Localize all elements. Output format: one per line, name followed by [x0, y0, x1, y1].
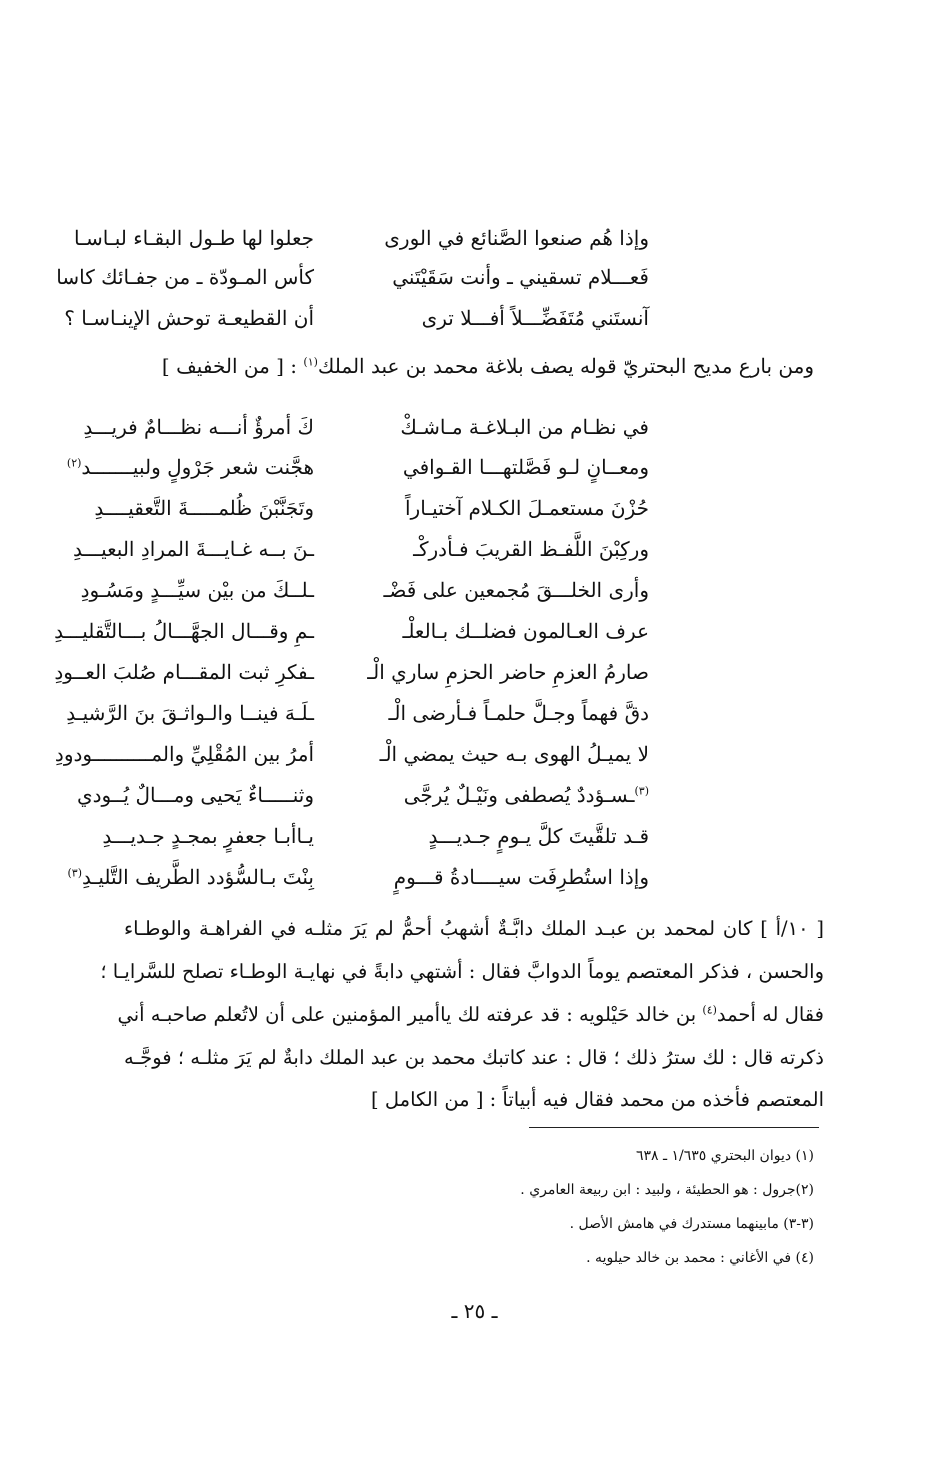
hemistich-text: بِنْتَ بـالسُّؤدد الطَّريف التَّليـدِ	[82, 865, 314, 889]
prose-line: المعتصم فأخذه من محمد فقال فيه أبياتاً : [ من الكامل ]	[371, 1088, 824, 1111]
intro-line	[124, 346, 814, 386]
prose-text: فقال له أحمد	[716, 1003, 824, 1026]
verse-line	[94, 488, 819, 528]
footnote-ref: (٢)	[66, 456, 82, 470]
prose-line: والحسن ، فذكر المعتصم يوماً الدوابَّ فقال : أشتهي دابةً في نهايـة الوطـاء تصلح للسَّرايـا ؛	[100, 960, 824, 983]
page-number: ـ ٢٥ ـ	[451, 1299, 498, 1323]
verse-second-hemistich	[14, 775, 314, 815]
prose-line	[117, 995, 824, 1035]
verse-line	[54, 652, 819, 692]
prose-text: بن خالد حَيْلويه : قد عرفته لك ياأمير المؤمنين على أن لاتُعلم صاحبـه أني	[117, 1003, 703, 1026]
footnote-ref: (٣)	[634, 784, 649, 798]
verse-second-hemistich	[14, 816, 314, 856]
verse-line	[54, 611, 819, 651]
verse-first-hemistich: صارمُ العزمِ حاضر الحزمِ ساري الْـ	[367, 660, 649, 684]
verse-first-hemistich: وركِبْنَ اللَّفـظ القريبَ فـأدركْـ	[413, 537, 649, 561]
footnote-ref: (٤)	[702, 1003, 717, 1017]
footnote-ref: (١)	[303, 355, 318, 369]
verse-second-hemistich: جعلوا لها طـول البقـاء لبـاسـا	[74, 226, 314, 250]
footnote-separator	[529, 1127, 819, 1128]
verse-first-hemistich: فَعـــلام تسقيني ـ وأنت سَقَيْتَني	[392, 265, 649, 289]
verse-line	[102, 816, 819, 856]
verse-first-hemistich: عرف العـالمون فضلــك بـالعلْـ	[402, 619, 649, 643]
prose-line: ذكرته قال : لك سترُ ذلك ؛ قال : عند كاتبك محمد بن عبد الملك دابةٌ لم يَرَ مثلـه ؛ فوجَّـه	[124, 1046, 824, 1069]
verse-second-hemistich: كأس المـودّة ـ من جفـائك كاسا	[56, 265, 314, 289]
verse-second-hemistich	[14, 734, 314, 774]
verse-first-hemistich	[359, 775, 649, 815]
verse-first-hemistich: وأرى الخلـــقَ مُجمعين على فَضْـ	[383, 578, 649, 602]
hemistich-text: ـلــكَ من بيْن سيِّـــدٍ ومَسُـودِ	[80, 578, 314, 602]
footnote: (١) ديوان البحتري ١/٦٣٥ ـ ٦٣٨	[635, 1148, 814, 1164]
hemistich-text: وتَجَنَّبْنَ ظُلمـــــةَ التَّعقيــــدِ	[94, 496, 314, 520]
verse-line	[74, 218, 819, 258]
verse-second-hemistich	[14, 488, 314, 528]
verse-first-hemistich: وإذا استُطرِفَت سيــــادةُ قـــومٍ	[393, 865, 649, 889]
verse-line	[83, 407, 819, 447]
hemistich-text: ـسـؤددٌ يُصطفى ونَيْـلٌ يُرجَّى	[403, 783, 635, 807]
verse-first-hemistich: وإذا هُم صنعوا الصَّنائع في الورى	[384, 226, 649, 250]
verse-second-hemistich	[14, 570, 314, 610]
footnote: (٢)جرول : هو الحطيئة ، ولبيد : ابن ربيعة العامري .	[520, 1182, 814, 1198]
hemistich-text: ـنَ بــه غـايـــةَ المرادِ البعيـــدِ	[73, 537, 314, 561]
verse-second-hemistich	[14, 652, 314, 692]
verse-first-hemistich: آنستَني مُتَفَضِّـــلاً أفـــلا ترى	[421, 306, 649, 330]
verse-first-hemistich: لا يميـلُ الهوى بـه حيث يمضي الْـ	[379, 742, 649, 766]
footnote-ref: (٣)	[67, 866, 83, 880]
verse-second-hemistich	[14, 693, 314, 733]
verse-line	[64, 298, 819, 338]
verse-line	[66, 693, 819, 733]
verse-line	[76, 775, 819, 815]
verse-second-hemistich	[14, 447, 314, 487]
verse-line	[54, 734, 819, 774]
verse-first-hemistich: حُزْنَ مستعمـلَ الكـلام آختيـاراً	[405, 496, 649, 520]
hemistich-text: وثنـــــاءٌ يَحيى ومـــالٌ يُــودي	[76, 783, 314, 807]
prose-line: [ ١٠/أ ] كان لمحمد بن عبـد الملك دابَّـةٌ أشهبُ أحمُّ لم يَرَ مثلـه في الفراهـة والوطـاء	[124, 917, 824, 940]
verse-first-hemistich: دقَّ فهماً وجـلَّ حلمـاً فـأرضى الْـ	[388, 701, 649, 725]
hemistich-text: أمرُ بين المُقْلِيِّ والمــــــــــودودِ	[54, 742, 314, 766]
footnote: (٤) في الأغاني : محمد بن خالد حيلويه .	[586, 1250, 814, 1266]
meter-label: : [ من الخفيف ]	[161, 354, 304, 378]
verse-second-hemistich	[14, 529, 314, 569]
verse-line	[80, 570, 819, 610]
verse-second-hemistich	[14, 857, 314, 897]
hemistich-text: ـلَـهَ فينــا والـواثـقَ بنَ الرَّشيـدِ	[66, 701, 314, 725]
hemistich-text: ـمِ وقـــال الجهَّـــالُ بـــالتَّقليـــدِ	[54, 619, 314, 643]
verse-first-hemistich: ومعــانٍ لـو فَصَّلتهـــا القـوافي	[402, 455, 649, 479]
verse-second-hemistich	[14, 407, 314, 447]
verse-line	[67, 857, 819, 897]
hemistich-text: كَ أمرؤٌ أنـــه نظـــامٌ فريـــدِ	[83, 415, 314, 439]
verse-line	[73, 529, 819, 569]
verse-line	[56, 257, 819, 297]
verse-second-hemistich	[14, 611, 314, 651]
verse-line	[66, 447, 819, 487]
verse-first-hemistich: قـد تلقَّيتَ كلَّ يـومٍ جـديـــدٍ	[428, 824, 649, 848]
footnote: (٣-٣) مابينهما مستدرك في هامش الأصل .	[569, 1216, 814, 1232]
hemistich-text: يـاأبـا جعفرٍ بمجـدٍ جـديـــدِ	[102, 824, 314, 848]
hemistich-text: هجَّنت شعر جَرْولٍ ولبيـــــــد	[81, 455, 314, 479]
intro-text: ومن بارع مديح البحتريّ قوله يصف بلاغة محمد بن عبد الملك	[317, 354, 814, 378]
verse-second-hemistich: أن القطيعـة توحش الإينـاسـا ؟	[64, 306, 314, 330]
verse-first-hemistich: في نظـام من البـلاغـة مـاشـكْ	[400, 415, 649, 439]
hemistich-text: ـفكرِ ثبت المقـــام صُلبَ العــودِ	[54, 660, 314, 684]
